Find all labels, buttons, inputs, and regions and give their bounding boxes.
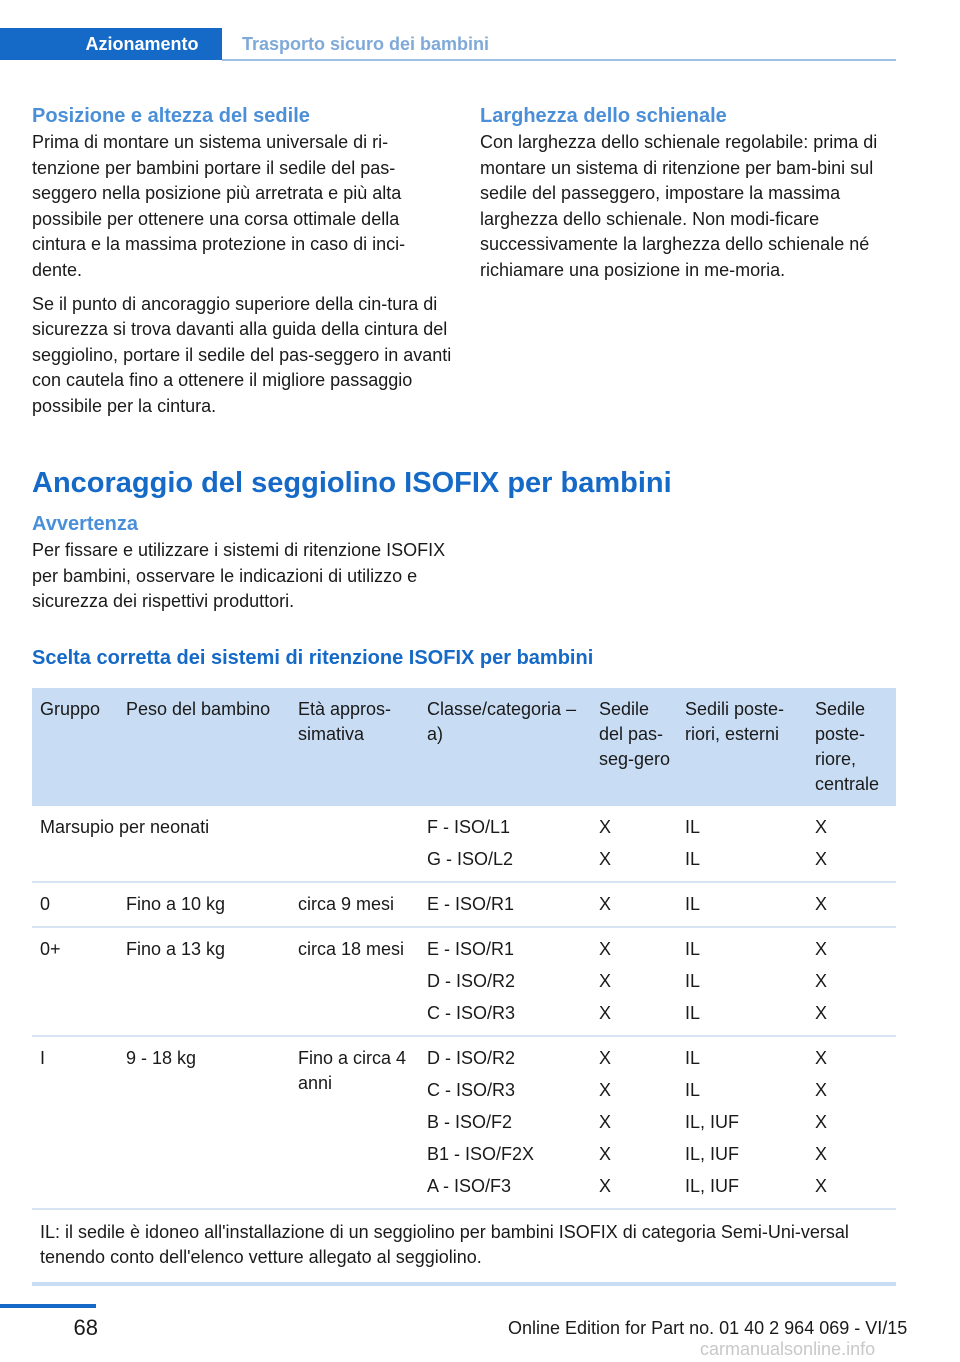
cell-eta: circa 9 mesi bbox=[290, 882, 419, 927]
cell-gruppo: I bbox=[32, 1036, 118, 1209]
warning-heading: Avvertenza bbox=[32, 513, 138, 535]
cell-esterni: IL IL IL bbox=[677, 927, 807, 1036]
cell-centrale: X bbox=[807, 882, 896, 927]
isofix-table-title: Scelta corretta dei sistemi di ritenzione ISOFIX per bambini bbox=[32, 647, 594, 669]
cell-peso: Fino a 10 kg bbox=[118, 882, 290, 927]
cell-classe: E - ISO/R1 bbox=[419, 882, 591, 927]
cell-esterni: IL IL bbox=[677, 806, 807, 882]
isofix-table bbox=[32, 688, 896, 1286]
cell-passeggero: X bbox=[591, 882, 677, 927]
footer-accent-bar bbox=[0, 1304, 96, 1308]
col-header-centrale: Sedile poste-riore, centrale bbox=[807, 688, 896, 806]
edition-label: Online Edition for Part no. 01 40 2 964 069 - VI/15 bbox=[508, 1318, 908, 1338]
left-column bbox=[32, 102, 452, 428]
warning-block bbox=[32, 510, 452, 623]
col-header-esterni: Sedili poste-riori, esterni bbox=[677, 688, 807, 806]
cell-passeggero: X X X bbox=[591, 927, 677, 1036]
col-header-gruppo: Gruppo bbox=[32, 688, 118, 806]
watermark: carmanualsonline.info bbox=[700, 1339, 876, 1359]
cell-classe: D - ISO/R2 C - ISO/R3 B - ISO/F2 B1 - ISO/F2X A - ISO/F3 bbox=[419, 1036, 591, 1209]
page-number: 68 bbox=[73, 1315, 98, 1340]
cell-classe: E - ISO/R1 D - ISO/R2 C - ISO/R3 bbox=[419, 927, 591, 1036]
cell-peso: 9 - 18 kg bbox=[118, 1036, 290, 1209]
right-column bbox=[480, 102, 900, 292]
backrest-width-heading: Larghezza dello schienale bbox=[480, 105, 727, 127]
seat-position-heading: Posizione e altezza del sedile bbox=[32, 105, 310, 127]
col-header-passeggero: Sedile del pas-seg-gero bbox=[591, 688, 677, 806]
cell-esterni: IL bbox=[677, 882, 807, 927]
col-header-peso: Peso del bambino bbox=[118, 688, 290, 806]
breadcrumb: Trasporto sicuro dei bambini bbox=[242, 34, 490, 54]
cell-eta: circa 18 mesi bbox=[290, 927, 419, 1036]
table-row bbox=[32, 1036, 896, 1209]
table-header-row bbox=[32, 688, 896, 806]
seat-position-paragraph-1: Prima di montare un sistema universale di ri-tenzione per bambini portare il sedile del pas-seggero nella posizione più arretrata e più alta possibile per ottenere una corsa ottimale della cintura e la massima protezione in caso di inci-dente. bbox=[32, 132, 406, 280]
cell-gruppo: Marsupio per neonati bbox=[32, 806, 419, 882]
seat-position-paragraph-2: Se il punto di ancoraggio superiore della cin-tura di sicurezza si trova davanti alla guida della cintura del seggiolino, portare il sedile del pas-seggero in avanti con cautela fino a ottenere il migliore passaggio possibile per la cintura. bbox=[32, 293, 452, 416]
cell-passeggero: X X X X X bbox=[591, 1036, 677, 1209]
cell-gruppo: 0 bbox=[32, 882, 118, 927]
header-divider bbox=[222, 59, 896, 61]
cell-classe: F - ISO/L1 G - ISO/L2 bbox=[419, 806, 591, 882]
cell-passeggero: X X bbox=[591, 806, 677, 882]
table-row bbox=[32, 806, 896, 882]
cell-centrale: X X bbox=[807, 806, 896, 882]
table-row bbox=[32, 882, 896, 927]
warning-text: Per fissare e utilizzare i sistemi di ritenzione ISOFIX per bambini, osservare le indicazioni di utilizzo e sicurezza dei rispettivi produttori. bbox=[32, 540, 446, 612]
cell-centrale: X X X bbox=[807, 927, 896, 1036]
table-note-row bbox=[32, 1209, 896, 1284]
cell-centrale: X X X X X bbox=[807, 1036, 896, 1209]
cell-gruppo: 0+ bbox=[32, 927, 118, 1036]
table-note: IL: il sedile è idoneo all'installazione di un seggiolino per bambini ISOFIX di categoria Semi-Uni-versal tenendo conto dell'elenco vetture allegato al seggiolino. bbox=[32, 1209, 896, 1284]
isofix-section-title: Ancoraggio del seggiolino ISOFIX per bambini bbox=[32, 467, 672, 499]
table-row bbox=[32, 927, 896, 1036]
backrest-width-paragraph: Con larghezza dello schienale regolabile: prima di montare un sistema di ritenzione per bam-bini sul sedile del passeggero, impostare la massima larghezza dello schienale. Non modi-ficare successivamente la larghezza dello schienale né richiamare una posizione in me-moria. bbox=[480, 132, 878, 280]
header-section-label: Azionamento bbox=[85, 34, 199, 54]
cell-eta: Fino a circa 4 anni bbox=[290, 1036, 419, 1209]
cell-peso: Fino a 13 kg bbox=[118, 927, 290, 1036]
cell-esterni: IL IL IL, IUF IL, IUF IL, IUF bbox=[677, 1036, 807, 1209]
col-header-eta: Età appros-simativa bbox=[290, 688, 419, 806]
col-header-classe: Classe/categoria – a) bbox=[419, 688, 591, 806]
